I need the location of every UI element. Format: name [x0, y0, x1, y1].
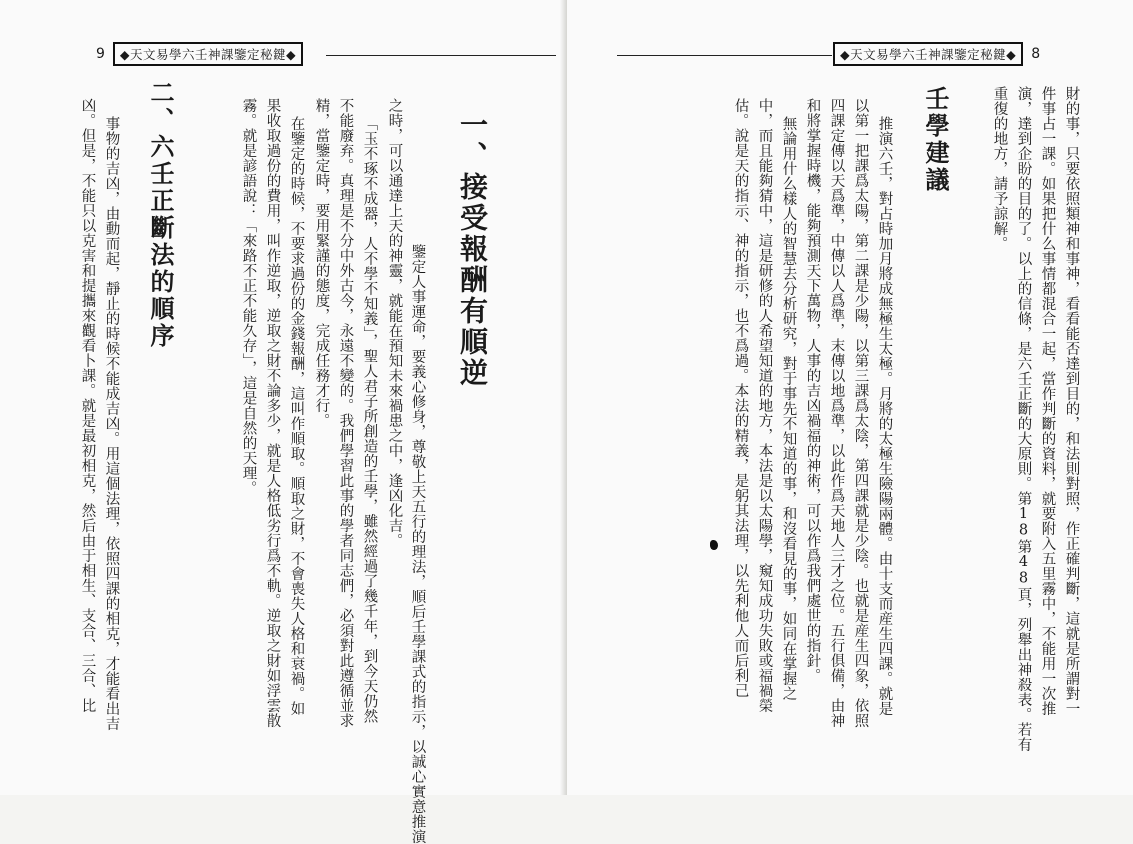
- text-column: 無論用什么樣人的智慧去分析研究，對于事先不知道的事，和沒看見的事，如同在掌握之: [780, 116, 797, 701]
- section-heading-2: 二、六壬正斷法的順序: [146, 80, 175, 350]
- right-page-number: 8: [1031, 46, 1041, 62]
- left-header-title: ◆天文易學六壬神課鑒定秘鍵◆: [113, 42, 303, 66]
- text-column: 財的事，只要依照類神和事神，看看能否達到目的，和法則對照，作正確判斷，這就是所謂對一: [1063, 86, 1080, 716]
- text-column: 件事占一課。如果把什么事情都混合一起，當作判斷的資料，就要附入五里霧中，不能用一次推: [1039, 86, 1056, 716]
- text-column: 在鑒定的時候，不要求過份的金錢報酬，這叫作順取。順取之財，不會喪失人格和衰禍。如: [288, 116, 305, 716]
- text-column: 精，當鑒定時，要用緊謹的態度，完成任務才行。: [313, 98, 330, 428]
- right-header-rule: [617, 55, 832, 56]
- text-column: 以第一把課爲太陽，第二課是少陽，以第三課爲太陰，第四課就是少陰。也就是産生四象，依照: [852, 98, 869, 728]
- left-page: [0, 0, 566, 844]
- left-page-header: [96, 42, 303, 66]
- right-page-header: [833, 42, 1040, 66]
- text-column: 推演六壬，對占時加月將成無極生太極。月將的太極生險陽兩體。由十支而産生四課。就是: [876, 116, 893, 716]
- text-column: 鑒定人事運命，要義心修身，尊敬上天五行的理法，順后壬學課式的指示，以誠心實意推演: [409, 244, 426, 844]
- ink-blot: [710, 540, 718, 550]
- left-page-number: 9: [96, 46, 105, 62]
- section-heading-3: 壬學建議: [921, 86, 950, 194]
- text-column: 重復的地方，請予諒解。: [991, 86, 1008, 251]
- text-column: 「玉不琢不成器，人不學不知義」，聖人君子所創造的壬學，雖然經過了幾千年，到今天仍然: [361, 116, 378, 724]
- text-column: 果收取過份的費用，叫作逆取，逆取之財不論多少，就是人格低劣行爲不軌。逆取之財如浮雲散: [264, 98, 281, 728]
- right-header-title: ◆天文易學六壬神課鑒定秘鍵◆: [833, 42, 1023, 66]
- text-column: 中，而且能夠猜中，這是研修的人希望知道的地方，本法是以太陽學，窺知成功失敗或福禍榮: [756, 98, 773, 713]
- text-column: 演，達到企盼的目的了。以上的信條，是六壬正斷的大原則。第18第48頁，列舉出神殺表。若有: [1015, 86, 1032, 752]
- left-header-rule: [326, 55, 556, 56]
- text-column: 估。說是天的指示、神的指示，也不爲過。本法的精義，是躬其法理，以先利他人而后利己: [732, 98, 749, 698]
- text-column: 霧。就是諺語說：「來路不正不能久存」，這是自然的天理。: [240, 98, 257, 496]
- text-column: 事物的吉凶，由動而起，靜止的時候不能成吉凶。用這個法理，依照四課的相克，才能看出吉: [103, 116, 120, 731]
- right-page: [567, 0, 1133, 795]
- text-column: 和將掌握時機，能夠預測天下萬物，人事的吉凶禍福的神術，可以作爲我們處世的指針。: [804, 98, 821, 683]
- text-column: 不能廢弃。真理是不分中外古今，永遠不變的。我們學習此事的學者同志們，必須對此遵循並求: [337, 98, 354, 728]
- section-heading-1: 一、接受報酬有順逆: [456, 110, 489, 389]
- text-column: 四課定傳以天爲準，中傳以人爲準，末傳以地爲準，以此作爲天地人三才之位。五行俱備，由神: [828, 98, 845, 728]
- text-column: 凶。但是，不能只以克害和提攜來觀看卜課。就是最初相克，然后由于相生、支合、三合、比: [79, 98, 96, 713]
- text-column: 之時，可以通達上天的神靈，就能在預知未來禍患之中，逢凶化吉。: [386, 98, 403, 548]
